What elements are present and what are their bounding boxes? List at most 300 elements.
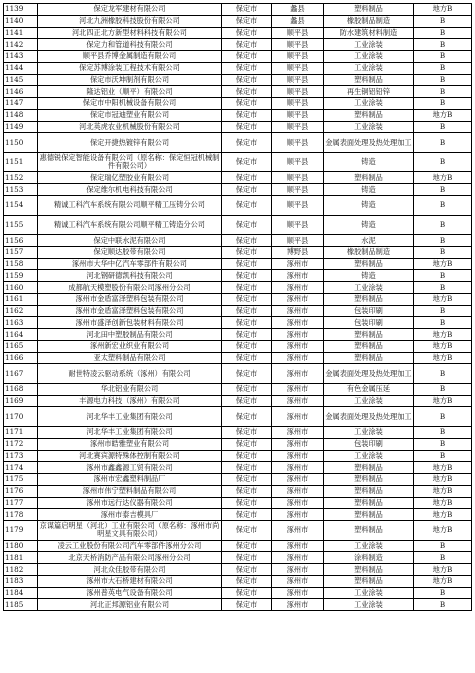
city-cell: 保定市	[222, 39, 272, 51]
city-cell: 保定市	[222, 462, 272, 474]
county-cell: 顺平县	[272, 172, 324, 184]
table-row	[4, 51, 472, 63]
company-name: 丰源电力科技（涿州）有限公司	[38, 395, 222, 407]
table-row	[4, 395, 472, 407]
level-cell: B	[414, 133, 472, 153]
county-cell: 涿州市	[272, 305, 324, 317]
industry-cell: 塑料制品	[324, 74, 414, 86]
city-cell: 保定市	[222, 474, 272, 486]
company-name: 保定中联水泥有限公司	[38, 235, 222, 247]
level-cell: 地方B	[414, 329, 472, 341]
industry-cell: 橡胶制品制造	[324, 246, 414, 258]
county-cell: 涿州市	[272, 329, 324, 341]
county-cell: 顺平县	[272, 133, 324, 153]
city-cell: 保定市	[222, 509, 272, 521]
city-cell: 保定市	[222, 552, 272, 564]
company-name: 涿州市泰吉模具厂	[38, 509, 222, 521]
row-number: 1154	[4, 195, 38, 215]
company-name: 成都航天模塑股份有限公司涿州分公司	[38, 282, 222, 294]
level-cell: B	[414, 246, 472, 258]
county-cell: 涿州市	[272, 509, 324, 521]
level-cell: B	[414, 540, 472, 552]
county-cell: 涿州市	[272, 485, 324, 497]
table-row	[4, 98, 472, 110]
row-number: 1150	[4, 133, 38, 153]
company-name: 保定瑞亿塑胶业有限公司	[38, 172, 222, 184]
table-row	[4, 4, 472, 16]
city-cell: 保定市	[222, 364, 272, 384]
row-number: 1145	[4, 74, 38, 86]
county-cell: 涿州市	[272, 395, 324, 407]
table-row	[4, 474, 472, 486]
company-name: 河北正邦源铝业有限公司	[38, 599, 222, 611]
city-cell: 保定市	[222, 133, 272, 153]
city-cell: 保定市	[222, 195, 272, 215]
industry-cell: 塑料制品	[324, 509, 414, 521]
county-cell: 顺平县	[272, 74, 324, 86]
company-name: 河北华丰工业集团有限公司	[38, 407, 222, 427]
county-cell: 涿州市	[272, 407, 324, 427]
level-cell: B	[414, 282, 472, 294]
county-cell: 蠡县	[272, 4, 324, 16]
city-cell: 保定市	[222, 109, 272, 121]
company-name: 保定开捷热镀锌有限公司	[38, 133, 222, 153]
row-number: 1172	[4, 438, 38, 450]
company-name: 耐世特凌云驱动系统（涿州）有限公司	[38, 364, 222, 384]
city-cell: 保定市	[222, 575, 272, 587]
level-cell: 地方B	[414, 485, 472, 497]
level-cell: B	[414, 62, 472, 74]
county-cell: 顺平县	[272, 86, 324, 98]
table-row	[4, 485, 472, 497]
county-cell: 涿州市	[272, 258, 324, 270]
industry-cell: 塑料制品	[324, 258, 414, 270]
city-cell: 保定市	[222, 587, 272, 599]
company-name: 河北众佳胶带有限公司	[38, 564, 222, 576]
row-number: 1164	[4, 329, 38, 341]
city-cell: 保定市	[222, 74, 272, 86]
industry-cell: 铸造	[324, 215, 414, 235]
industry-cell: 金属表面处理及热处理加工	[324, 407, 414, 427]
company-name: 保定市冠迪塑业有限公司	[38, 109, 222, 121]
county-cell: 涿州市	[272, 438, 324, 450]
company-name: 涿州市大华中亿汽车零部件有限公司	[38, 258, 222, 270]
city-cell: 保定市	[222, 215, 272, 235]
city-cell: 保定市	[222, 438, 272, 450]
row-number: 1139	[4, 4, 38, 16]
county-cell: 涿州市	[272, 383, 324, 395]
county-cell: 涿州市	[272, 364, 324, 384]
row-number: 1176	[4, 485, 38, 497]
row-number: 1169	[4, 395, 38, 407]
county-cell: 蠡县	[272, 15, 324, 27]
level-cell: B	[414, 86, 472, 98]
industry-cell: 塑料制品	[324, 329, 414, 341]
industry-cell: 包装印刷	[324, 317, 414, 329]
company-name: 保定苏博涂装工程技术有限公司	[38, 62, 222, 74]
level-cell: 地方B	[414, 521, 472, 541]
county-cell: 涿州市	[272, 540, 324, 552]
county-cell: 涿州市	[272, 340, 324, 352]
table-row	[4, 497, 472, 509]
city-cell: 保定市	[222, 152, 272, 172]
table-row	[4, 39, 472, 51]
company-name: 保定力和管道科技有限公司	[38, 39, 222, 51]
row-number: 1157	[4, 246, 38, 258]
table-row	[4, 235, 472, 247]
county-cell: 涿州市	[272, 450, 324, 462]
industry-cell: 包装印刷	[324, 438, 414, 450]
company-name: 河北田中塑胶制品有限公司	[38, 329, 222, 341]
city-cell: 保定市	[222, 15, 272, 27]
city-cell: 保定市	[222, 27, 272, 39]
industry-cell: 塑料制品	[324, 293, 414, 305]
industry-cell: 工业涂装	[324, 98, 414, 110]
table-row	[4, 258, 472, 270]
row-number: 1180	[4, 540, 38, 552]
industry-cell: 工业涂装	[324, 450, 414, 462]
level-cell: B	[414, 215, 472, 235]
industry-cell: 塑料制品	[324, 564, 414, 576]
level-cell: B	[414, 450, 472, 462]
county-cell: 涿州市	[272, 282, 324, 294]
industry-cell: 塑料制品	[324, 474, 414, 486]
company-name: 河北英虎农业机械股份有限公司	[38, 121, 222, 133]
county-cell: 顺平县	[272, 215, 324, 235]
company-name: 保定市沃坤制剂有限公司	[38, 74, 222, 86]
city-cell: 保定市	[222, 521, 272, 541]
industry-cell: 铸造	[324, 195, 414, 215]
level-cell: 地方B	[414, 293, 472, 305]
enterprise-table	[3, 3, 472, 611]
industry-cell: 金属表面处理及热处理加工	[324, 133, 414, 153]
level-cell: B	[414, 235, 472, 247]
level-cell: B	[414, 383, 472, 395]
industry-cell: 工业涂装	[324, 395, 414, 407]
city-cell: 保定市	[222, 450, 272, 462]
row-number: 1175	[4, 474, 38, 486]
level-cell: B	[414, 121, 472, 133]
company-name: 精诚工科汽车系统有限公司顺平精工压铸分公司	[38, 195, 222, 215]
row-number: 1156	[4, 235, 38, 247]
table-row	[4, 172, 472, 184]
county-cell: 涿州市	[272, 352, 324, 364]
company-name: 惠德锐保定智能设备有限公司（原名称：保定恒冠机械制件有限公司）	[38, 152, 222, 172]
row-number: 1151	[4, 152, 38, 172]
company-name: 保定顺达胶带有限公司	[38, 246, 222, 258]
level-cell: B	[414, 438, 472, 450]
table-row	[4, 509, 472, 521]
row-number: 1153	[4, 184, 38, 196]
city-cell: 保定市	[222, 270, 272, 282]
level-cell: B	[414, 152, 472, 172]
city-cell: 保定市	[222, 599, 272, 611]
industry-cell: 水泥	[324, 235, 414, 247]
row-number: 1149	[4, 121, 38, 133]
company-name: 河北钢研德凯科技有限公司	[38, 270, 222, 282]
company-name: 河北四正北方新型材料科技有限公司	[38, 27, 222, 39]
row-number: 1183	[4, 575, 38, 587]
company-name: 精诚工科汽车系统有限公司顺平精工铸造分公司	[38, 215, 222, 235]
table-row	[4, 599, 472, 611]
company-name: 保定龙军建材有限公司	[38, 4, 222, 16]
row-number: 1174	[4, 462, 38, 474]
city-cell: 保定市	[222, 305, 272, 317]
level-cell: 地方B	[414, 109, 472, 121]
city-cell: 保定市	[222, 184, 272, 196]
level-cell: B	[414, 599, 472, 611]
row-number: 1163	[4, 317, 38, 329]
city-cell: 保定市	[222, 407, 272, 427]
row-number: 1166	[4, 352, 38, 364]
table-row	[4, 540, 472, 552]
row-number: 1146	[4, 86, 38, 98]
county-cell: 顺平县	[272, 62, 324, 74]
row-number: 1185	[4, 599, 38, 611]
company-name: 涿州市皓雅塑业有限公司	[38, 438, 222, 450]
city-cell: 保定市	[222, 540, 272, 552]
county-cell: 涿州市	[272, 293, 324, 305]
industry-cell: 塑料制品	[324, 352, 414, 364]
company-name: 隆达铝业（顺平）有限公司	[38, 86, 222, 98]
row-number: 1167	[4, 364, 38, 384]
level-cell: 地方B	[414, 172, 472, 184]
city-cell: 保定市	[222, 564, 272, 576]
table-row	[4, 246, 472, 258]
level-cell: B	[414, 552, 472, 564]
company-name: 亚太塑料制品有限公司	[38, 352, 222, 364]
industry-cell: 工业涂装	[324, 62, 414, 74]
table-row	[4, 74, 472, 86]
enterprise-table-body	[4, 4, 472, 611]
row-number: 1144	[4, 62, 38, 74]
table-row	[4, 305, 472, 317]
level-cell: B	[414, 305, 472, 317]
row-number: 1147	[4, 98, 38, 110]
company-name: 涿州新宏业织业有限公司	[38, 340, 222, 352]
county-cell: 顺平县	[272, 39, 324, 51]
company-name: 保定维尔机电科技有限公司	[38, 184, 222, 196]
city-cell: 保定市	[222, 121, 272, 133]
row-number: 1173	[4, 450, 38, 462]
row-number: 1177	[4, 497, 38, 509]
company-name: 河北九洲橡胶科技股份有限公司	[38, 15, 222, 27]
row-number: 1165	[4, 340, 38, 352]
row-number: 1148	[4, 109, 38, 121]
industry-cell: 防水建筑材料制造	[324, 27, 414, 39]
industry-cell: 塑料制品	[324, 109, 414, 121]
company-name: 涿州市盛泽创新包装材料有限公司	[38, 317, 222, 329]
industry-cell: 铸造	[324, 184, 414, 196]
county-cell: 顺平县	[272, 27, 324, 39]
level-cell: B	[414, 51, 472, 63]
table-row	[4, 462, 472, 474]
level-cell: B	[414, 270, 472, 282]
county-cell: 涿州市	[272, 462, 324, 474]
county-cell: 顺平县	[272, 195, 324, 215]
company-name: 涿州市金盾富泽塑料包装有限公司	[38, 305, 222, 317]
county-cell: 涿州市	[272, 587, 324, 599]
county-cell: 涿州市	[272, 564, 324, 576]
industry-cell: 工业涂装	[324, 540, 414, 552]
county-cell: 涿州市	[272, 317, 324, 329]
company-name: 涿州市金盾富泽塑料包装有限公司	[38, 293, 222, 305]
row-number: 1152	[4, 172, 38, 184]
table-row	[4, 270, 472, 282]
city-cell: 保定市	[222, 352, 272, 364]
industry-cell: 塑料制品	[324, 340, 414, 352]
industry-cell: 工业涂装	[324, 587, 414, 599]
city-cell: 保定市	[222, 62, 272, 74]
county-cell: 顺平县	[272, 98, 324, 110]
city-cell: 保定市	[222, 340, 272, 352]
table-row	[4, 133, 472, 153]
level-cell: B	[414, 195, 472, 215]
level-cell: B	[414, 427, 472, 439]
industry-cell: 再生铜铝铅锌	[324, 86, 414, 98]
company-name: 涿州普英电气设备有限公司	[38, 587, 222, 599]
industry-cell: 塑料制品	[324, 497, 414, 509]
row-number: 1182	[4, 564, 38, 576]
level-cell: B	[414, 364, 472, 384]
city-cell: 保定市	[222, 86, 272, 98]
company-name: 京谋篇启明星（河北）工业有限公司（原名称：涿州市尚明星文具有限公司）	[38, 521, 222, 541]
city-cell: 保定市	[222, 383, 272, 395]
table-row	[4, 438, 472, 450]
level-cell: 地方B	[414, 509, 472, 521]
city-cell: 保定市	[222, 235, 272, 247]
company-name: 凌云工业股份有限公司汽车零部件涿州分公司	[38, 540, 222, 552]
company-name: 涿州市宏鑫塑料制品厂	[38, 474, 222, 486]
level-cell: B	[414, 587, 472, 599]
county-cell: 顺平县	[272, 235, 324, 247]
row-number: 1171	[4, 427, 38, 439]
level-cell: 地方B	[414, 340, 472, 352]
row-number: 1159	[4, 270, 38, 282]
row-number: 1178	[4, 509, 38, 521]
table-row	[4, 352, 472, 364]
level-cell: 地方B	[414, 352, 472, 364]
row-number: 1181	[4, 552, 38, 564]
row-number: 1179	[4, 521, 38, 541]
county-cell: 顺平县	[272, 121, 324, 133]
row-number: 1162	[4, 305, 38, 317]
row-number: 1168	[4, 383, 38, 395]
industry-cell: 塑料制品	[324, 575, 414, 587]
table-row	[4, 575, 472, 587]
industry-cell: 工业涂装	[324, 599, 414, 611]
industry-cell: 铸造	[324, 152, 414, 172]
table-row	[4, 407, 472, 427]
company-name: 涿州市远行达仪器有限公司	[38, 497, 222, 509]
level-cell: 地方B	[414, 258, 472, 270]
county-cell: 顺平县	[272, 51, 324, 63]
city-cell: 保定市	[222, 497, 272, 509]
industry-cell: 塑料制品	[324, 485, 414, 497]
table-row	[4, 121, 472, 133]
city-cell: 保定市	[222, 98, 272, 110]
company-name: 河北赛宾源特殊体控制有限公司	[38, 450, 222, 462]
table-row	[4, 521, 472, 541]
table-row	[4, 450, 472, 462]
row-number: 1158	[4, 258, 38, 270]
level-cell: 地方B	[414, 564, 472, 576]
company-name: 顺平县乔博金属制造有限公司	[38, 51, 222, 63]
table-row	[4, 109, 472, 121]
industry-cell: 橡胶制品制造	[324, 15, 414, 27]
level-cell: B	[414, 15, 472, 27]
industry-cell: 包装印刷	[324, 305, 414, 317]
level-cell: B	[414, 27, 472, 39]
level-cell: B	[414, 184, 472, 196]
row-number: 1170	[4, 407, 38, 427]
table-row	[4, 364, 472, 384]
company-name: 河北华丰工业集团有限公司	[38, 427, 222, 439]
industry-cell: 工业涂装	[324, 121, 414, 133]
level-cell: 地方B	[414, 395, 472, 407]
table-row	[4, 86, 472, 98]
city-cell: 保定市	[222, 329, 272, 341]
table-row	[4, 15, 472, 27]
row-number: 1160	[4, 282, 38, 294]
table-row	[4, 317, 472, 329]
city-cell: 保定市	[222, 293, 272, 305]
table-row	[4, 282, 472, 294]
industry-cell: 塑料制品	[324, 521, 414, 541]
table-row	[4, 293, 472, 305]
level-cell: 地方B	[414, 4, 472, 16]
company-name: 华北铝业有限公司	[38, 383, 222, 395]
table-row	[4, 552, 472, 564]
industry-cell: 铸造	[324, 270, 414, 282]
county-cell: 涿州市	[272, 521, 324, 541]
level-cell: 地方B	[414, 462, 472, 474]
enterprise-list-sheet	[3, 3, 471, 611]
level-cell: 地方B	[414, 474, 472, 486]
industry-cell: 工业涂装	[324, 427, 414, 439]
table-row	[4, 27, 472, 39]
company-name: 北京天桥消防产品有限公司涿州分公司	[38, 552, 222, 564]
company-name: 涿州市大石桥建材有限公司	[38, 575, 222, 587]
county-cell: 涿州市	[272, 497, 324, 509]
city-cell: 保定市	[222, 4, 272, 16]
table-row	[4, 587, 472, 599]
city-cell: 保定市	[222, 485, 272, 497]
city-cell: 保定市	[222, 51, 272, 63]
table-row	[4, 427, 472, 439]
company-name: 保定市中阳机械设备有限公司	[38, 98, 222, 110]
industry-cell: 有色金属压延	[324, 383, 414, 395]
row-number: 1184	[4, 587, 38, 599]
county-cell: 顺平县	[272, 109, 324, 121]
industry-cell: 涂料制造	[324, 552, 414, 564]
level-cell: 地方B	[414, 575, 472, 587]
level-cell: 地方B	[414, 497, 472, 509]
row-number: 1140	[4, 15, 38, 27]
county-cell: 涿州市	[272, 599, 324, 611]
city-cell: 保定市	[222, 246, 272, 258]
city-cell: 保定市	[222, 172, 272, 184]
company-name: 涿州市鑫鑫源工贸有限公司	[38, 462, 222, 474]
row-number: 1161	[4, 293, 38, 305]
city-cell: 保定市	[222, 258, 272, 270]
row-number: 1141	[4, 27, 38, 39]
table-row	[4, 184, 472, 196]
industry-cell: 塑料制品	[324, 462, 414, 474]
county-cell: 顺平县	[272, 184, 324, 196]
county-cell: 涿州市	[272, 575, 324, 587]
industry-cell: 工业涂装	[324, 51, 414, 63]
